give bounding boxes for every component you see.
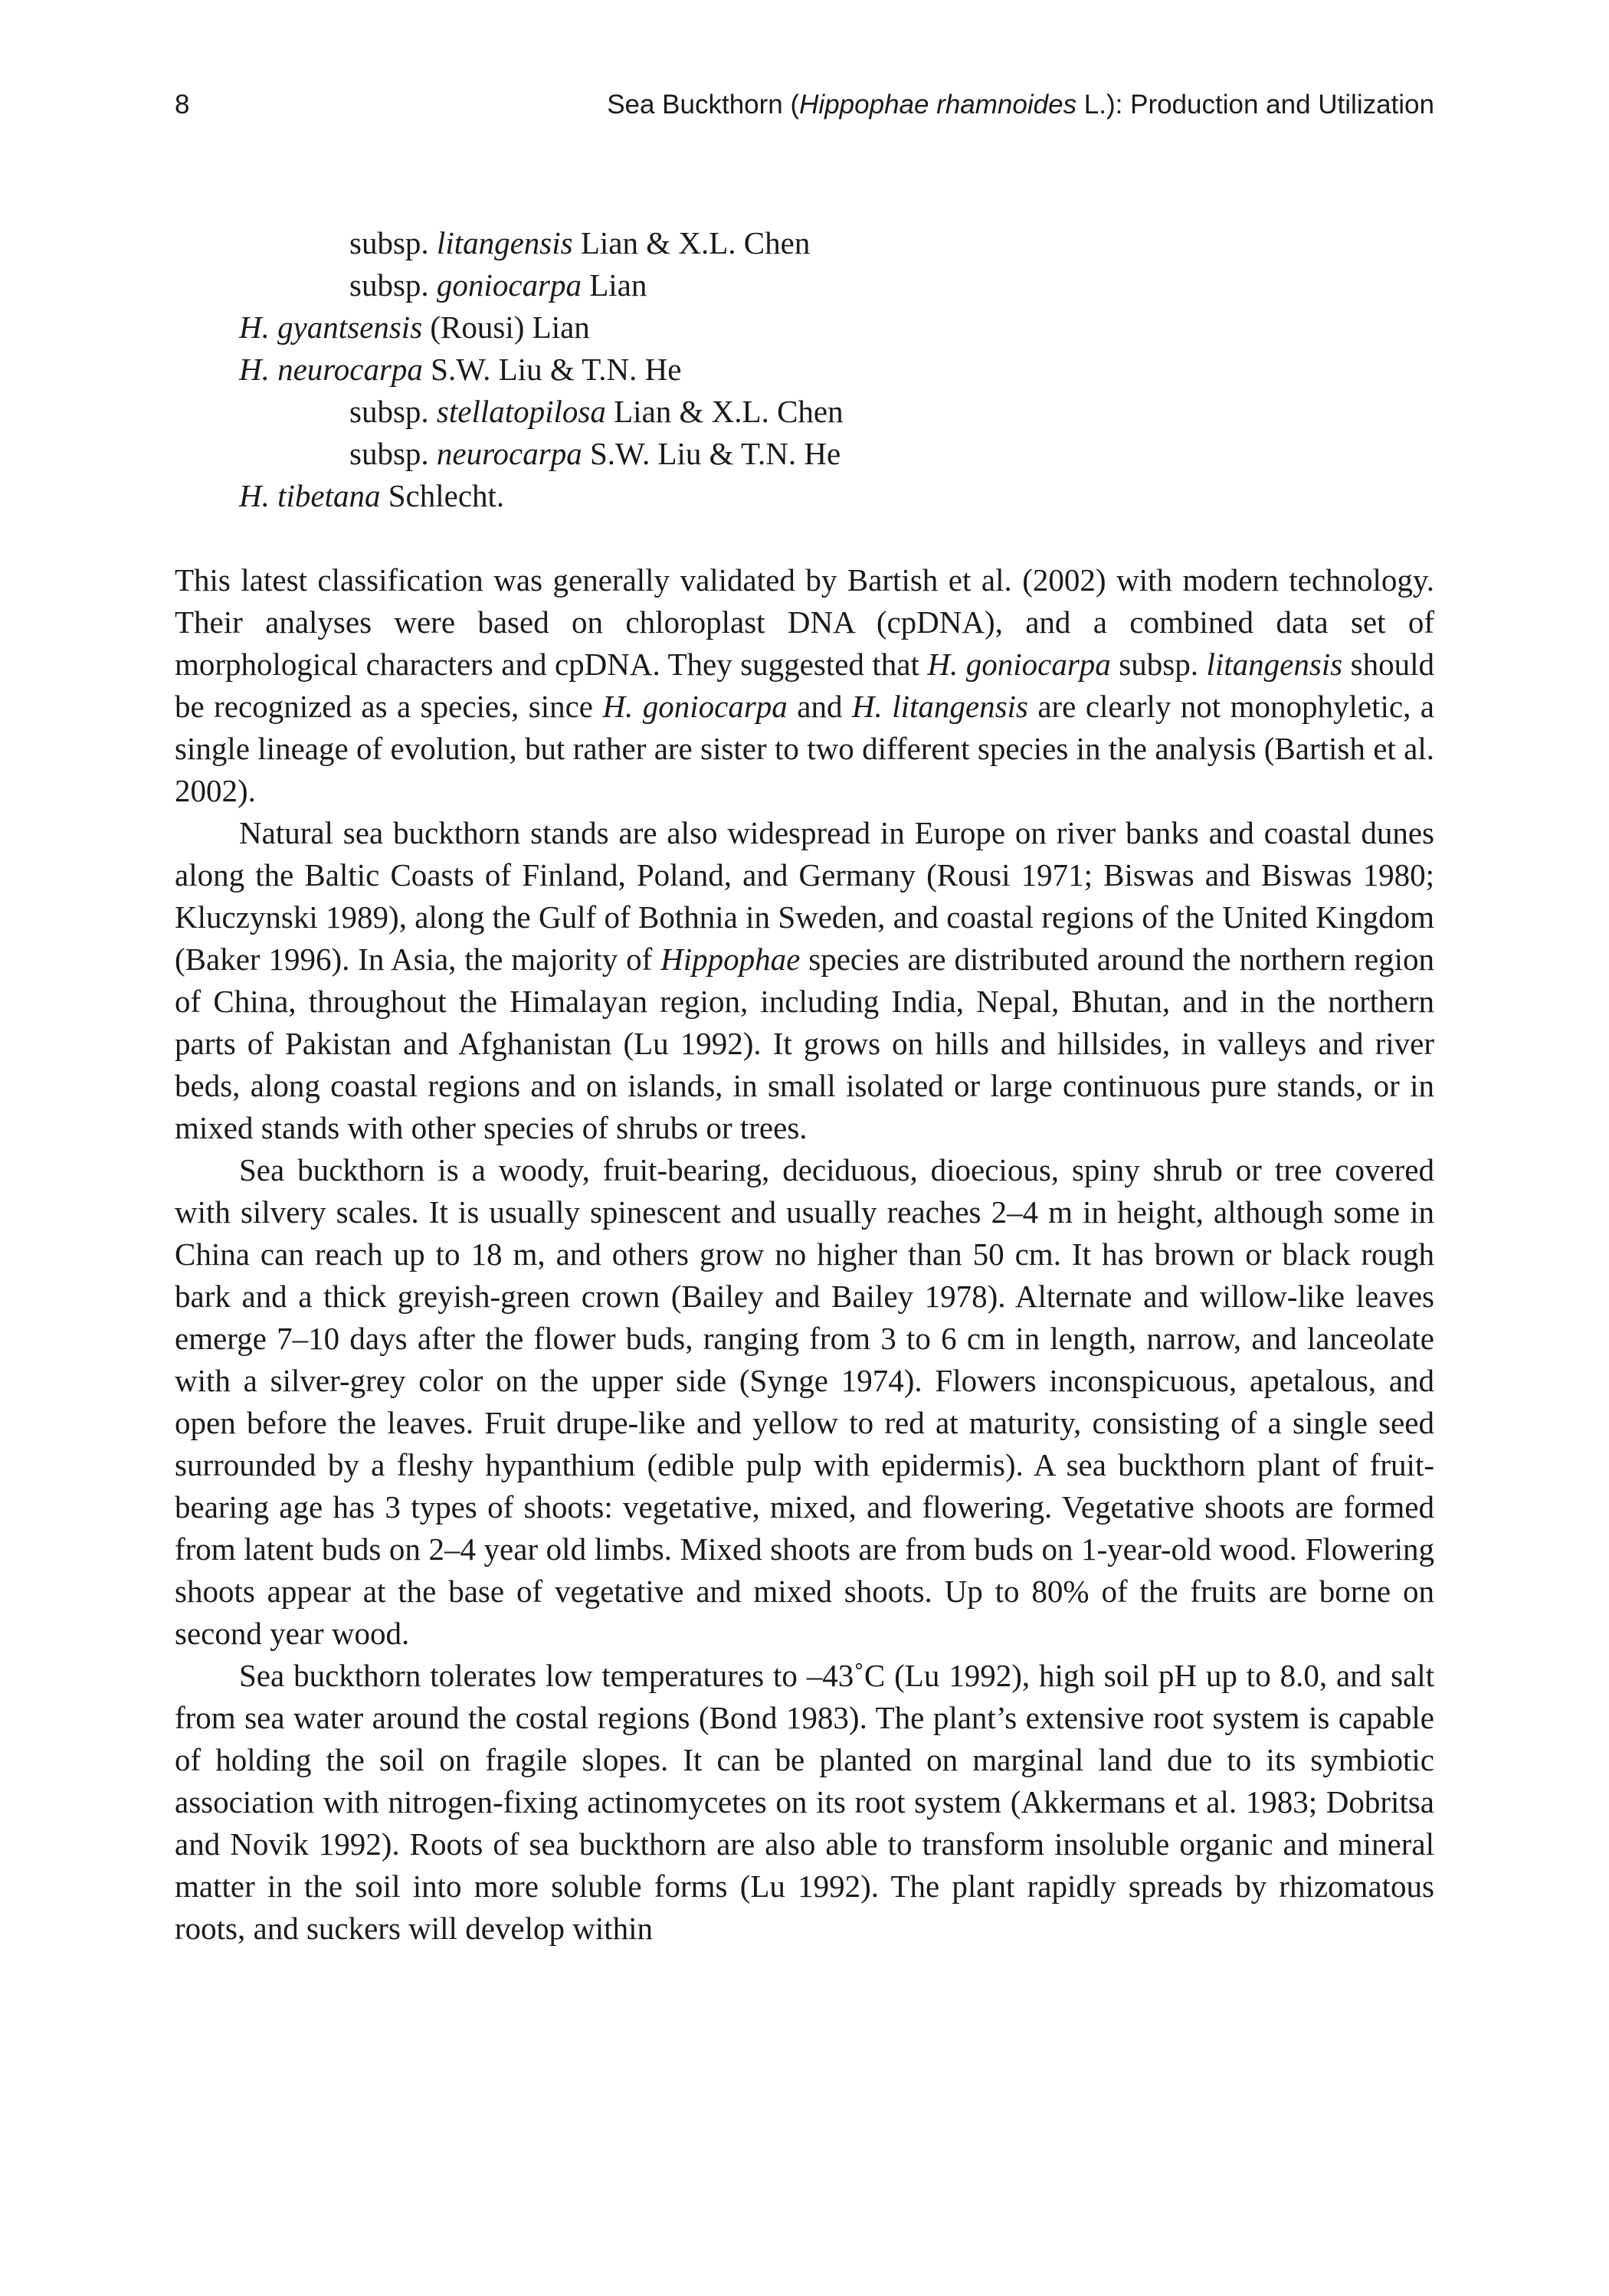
taxon-authority: Lian bbox=[581, 267, 647, 303]
taxon-name: stellatopilosa bbox=[436, 394, 606, 429]
taxon-authority: Lian & X.L. Chen bbox=[605, 394, 844, 429]
text-run: are clearly not monophyletic, a single lineage of evolution, but rather are sister to two different species in the analysis (Bartish et al. 2002). bbox=[175, 689, 1434, 808]
paragraphs bbox=[175, 559, 1434, 1950]
rank-prefix: subsp. bbox=[349, 394, 437, 429]
taxon-authority: S.W. Liu & T.N. He bbox=[422, 352, 682, 387]
page-number: 8 bbox=[175, 90, 190, 120]
body-paragraph bbox=[175, 559, 1434, 812]
running-title-part: L.): Production and Utilization bbox=[1076, 90, 1434, 120]
text-run: and bbox=[787, 689, 852, 724]
text-run: This latest classification was generally validated by Bartish et al. (2002) with modern technology. Their analyses were based on chloroplast DNA (cpDNA), and a combined data set of morphological characters and cpDNA. They suggested that bbox=[175, 562, 1434, 682]
body-paragraph bbox=[175, 1655, 1434, 1950]
running-header bbox=[175, 86, 1434, 124]
italic-term: litangensis bbox=[1206, 647, 1343, 682]
rank-prefix: subsp. bbox=[349, 436, 437, 471]
taxon-name: neurocarpa bbox=[436, 436, 582, 471]
text-run: species are distributed around the northern region of China, throughout the Himalayan region, including India, Nepal, Bhutan, and in the northern parts of Pakistan and Afghanistan (Lu 1992). It grows on hills and hillsides, in valleys and river beds, along coastal regions and on islands, in small isolated or large continuous pure stands, or in mixed stands with other species of shrubs or trees. bbox=[175, 942, 1434, 1145]
subspecies-entry bbox=[175, 391, 1434, 433]
text-run: Sea buckthorn is a woody, fruit-bearing, deciduous, dioecious, spiny shrub or tree covered with silvery scales. It is usually spinescent and usually reaches 2–4 m in height, although some in China can reach up to 18 m, and others grow no higher than 50 cm. It has brown or black rough bark and a thick greyish-green crown (Bailey and Bailey 1978). Alternate and willow-like leaves emerge 7–10 days after the flower buds, ranging from 3 to 6 cm in length, narrow, and lanceolate with a silver-grey color on the upper side (Synge 1974). Flowers inconspicuous, apetalous, and open before the leaves. Fruit drupe-like and yellow to red at maturity, consisting of a single seed surrounded by a fleshy hypanthium (edible pulp with epidermis). A sea buckthorn plant of fruit-bearing age has 3 types of shoots: vegetative, mixed, and flowering. Vegetative shoots are formed from latent buds on 2–4 year old limbs. Mixed shoots are from buds on 1-year-old wood. Flowering shoots appear at the base of vegetative and mixed shoots. Up to 80% of the fruits are borne on second year wood. bbox=[175, 1152, 1434, 1651]
text-run: Sea buckthorn tolerates low temperatures to –43˚C (Lu 1992), high soil pH up to 8.0, and salt from sea water around the costal regions (Bond 1983). The plant’s extensive root system is capable of holding the soil on fragile slopes. It can be planted on marginal land due to its symbiotic association with nitrogen-fixing actinomycetes on its root system (Akkermans et al. 1983; Dobritsa and Novik 1992). Roots of sea buckthorn are also able to transform insoluble organic and mineral matter in the soil into more soluble forms (Lu 1992). The plant rapidly spreads by rhizomatous roots, and suckers will develop within bbox=[175, 1658, 1434, 1946]
italic-term: H. litangensis bbox=[851, 689, 1028, 724]
taxon-authority: S.W. Liu & T.N. He bbox=[582, 436, 841, 471]
taxonomy-list bbox=[175, 222, 1434, 517]
italic-term: Hippophae bbox=[660, 942, 801, 977]
subspecies-entry bbox=[175, 433, 1434, 475]
taxon-authority: Lian & X.L. Chen bbox=[572, 225, 811, 260]
taxon-name: litangensis bbox=[436, 225, 573, 260]
text-run: Natural sea buckthorn stands are also widespread in Europe on river banks and coastal dunes along the Baltic Coasts of Finland, Poland, and Germany (Rousi 1971; Biswas and Biswas 1980; Kluczynski 1989), along the Gulf of Bothnia in Sweden, and coastal regions of the United Kingdom (Baker 1996). In Asia, the majority of bbox=[175, 815, 1434, 977]
subspecies-entry bbox=[175, 222, 1434, 264]
running-title-part: Sea Buckthorn ( bbox=[607, 90, 800, 120]
body-paragraph bbox=[175, 1149, 1434, 1655]
body-text bbox=[175, 222, 1434, 1950]
taxon-name: H. neurocarpa bbox=[239, 352, 423, 387]
taxon-name: H. gyantsensis bbox=[239, 310, 423, 345]
italic-term: H. goniocarpa bbox=[927, 647, 1111, 682]
taxon-name: H. tibetana bbox=[239, 478, 381, 513]
species-entry bbox=[175, 349, 1434, 391]
rank-prefix: subsp. bbox=[349, 225, 437, 260]
taxon-authority: (Rousi) Lian bbox=[422, 310, 590, 345]
italic-term: H. goniocarpa bbox=[602, 689, 788, 724]
text-run: should be recognized as a species, since bbox=[175, 647, 1434, 724]
body-paragraph bbox=[175, 812, 1434, 1149]
running-title-species: Hippophae rhamnoides bbox=[799, 90, 1077, 120]
running-title bbox=[607, 86, 1434, 124]
rank-prefix: subsp. bbox=[349, 267, 437, 303]
subspecies-entry bbox=[175, 264, 1434, 306]
taxon-name: goniocarpa bbox=[436, 267, 582, 303]
species-entry bbox=[175, 475, 1434, 517]
species-entry bbox=[175, 306, 1434, 349]
text-run: subsp. bbox=[1110, 647, 1207, 682]
taxon-authority: Schlecht. bbox=[380, 478, 505, 513]
